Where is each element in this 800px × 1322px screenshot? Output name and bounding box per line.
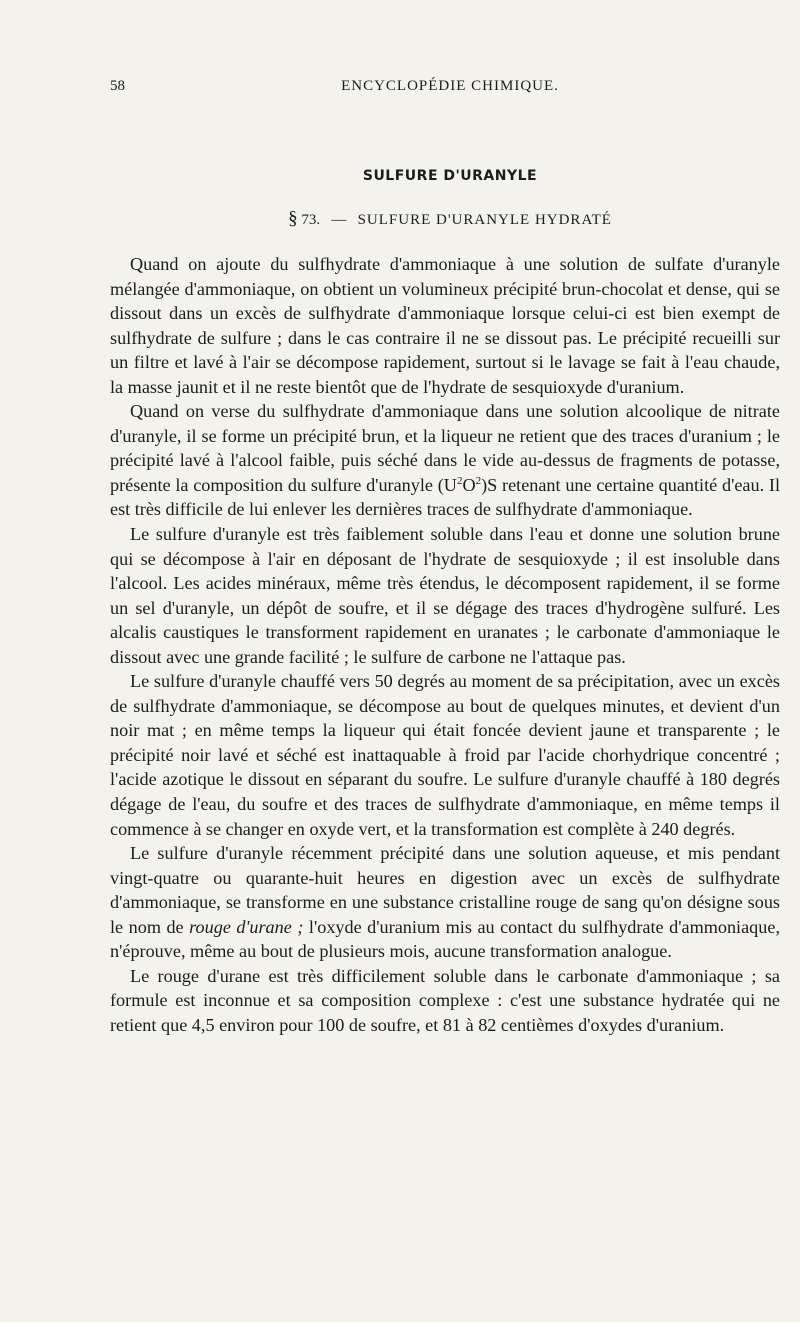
subsection-number: 73. — [301, 212, 321, 228]
running-title: ENCYCLOPÉDIE CHIMIQUE. — [341, 78, 559, 94]
section-sign: § — [288, 208, 298, 229]
section-heading: SULFURE D'URANYLE — [362, 168, 538, 184]
paragraph-4: Le sulfure d'uranyle chauffé vers 50 degrés au moment de sa précipitation, avec un excès de sulfhydrate d'ammoniaque, se décompose au bout de quelques minutes, et devient d'un noir mat ; en même temps la liqueur qui était foncée devient jaune et transparente ; le précipité noir lavé et séché est inattaquable à froid par l'acide chorhydrique concentré ; l'acide azotique le dissout en séparant du soufre. Le sulfure d'uranyle chauffé à 180 degrés dégage de l'eau, du soufre et des traces de sulfhydrate d'ammoniaque, en même temps il commence à se changer en oxyde vert, et la transformation est complète à 240 degrés. — [110, 671, 780, 839]
subsection-title: SULFURE D'URANYLE HYDRATÉ — [357, 212, 612, 228]
paragraph-1: Quand on ajoute du sulfhydrate d'ammoniaque à une solution de sulfate d'uranyle mélangée d'ammoniaque, on obtient un volumineux précipité brun-chocolat et dense, qui se dissout dans un excès de sulfhydrate d'ammoniaque lorsque celui-ci est bien exempt de sulfhydrate de sulfure ; dans le cas contraire il ne se dissout pas. Le précipité recueilli sur un filtre et lavé à l'air se décompose rapidement, surtout si le lavage se fait à l'eau chaude, la masse jaunit et il ne reste bientôt que de l'hydrate de sesquioxyde d'uranium. — [110, 254, 780, 397]
running-head — [110, 78, 790, 102]
paragraph-5: Le sulfure d'uranyle récemment précipité dans une solution aqueuse, et mis pendant vingt-quatre ou quarante-huit heures en digestion avec un excès de sulfhydrate d'ammoniaque, se transforme en une substance cristalline rouge de sang qu'on désigne sous le nom de rouge d'urane ; l'oxyde d'uranium mis au contact du sulfhydrate d'ammoniaque, n'éprouve, même au bout de plusieurs mois, aucune transformation analogue. — [110, 843, 780, 962]
subsection-heading — [110, 208, 790, 230]
page-number: 58 — [110, 78, 125, 94]
paragraph-2: Quand on verse du sulfhydrate d'ammoniaque dans une solution alcoolique de nitrate d'uranyle, il se forme un précipité brun, et la liqueur ne retient que des traces d'uranium ; le précipité lavé à l'alcool faible, puis séché dans le vide au-dessus de fragments de potasse, présente la composition du sulfure d'uranyle $(U^2O^2)S$ retenant une certaine quantité d'eau. Il est très difficile de lui enlever les dernières traces de sulfhydrate d'ammoniaque. — [110, 401, 780, 520]
paragraph-6: Le rouge d'urane est très difficilement soluble dans le carbonate d'ammoniaque ; sa formule est inconnue et sa composition complexe : c'est une substance hydratée qui ne retient que 4,5 environ pour 100 de soufre, et 81 à 82 centièmes d'oxydes d'uranium. — [110, 965, 780, 1035]
paragraph-3: Le sulfure d'uranyle est très faiblement soluble dans l'eau et donne une solution brune qui se décompose à l'air en déposant de l'hydrate de sesquioxyde ; il est insoluble dans l'alcool. Les acides minéraux, même très étendus, le décomposent rapidement, il se forme un sel d'uranyle, un dépôt de soufre, et il se dégage des traces d'hydrogène sulfuré. Les alcalis caustiques le transforment rapidement en uranates ; le carbonate d'ammoniaque le dissout avec une grande facilité ; le sulfure de carbone ne l'attaque pas. — [110, 524, 780, 667]
body-text — [110, 252, 780, 1038]
subsection-dash: — — [331, 212, 347, 228]
